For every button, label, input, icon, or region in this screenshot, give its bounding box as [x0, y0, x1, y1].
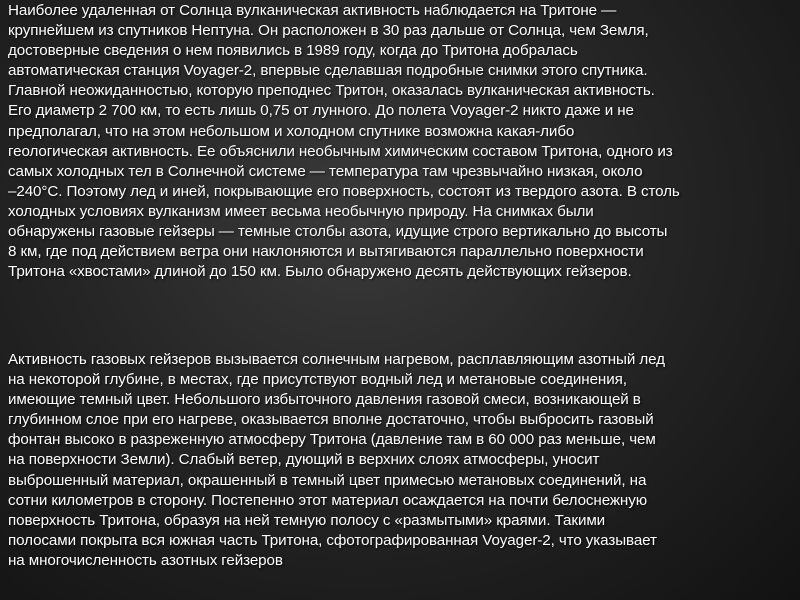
- paragraph-gas-geysers: Активность газовых гейзеров вызывается солнечным нагревом, расплавляющим азотный лед на некоторой глубине, в местах, где присутствуют водный лед и метановые соединения, имеющие темный цвет. Небольшого избыточного давления газовой смеси, возникающей в глубинном слое при его нагреве, оказывается вполне достаточно, чтобы выбросить газовый фонтан высоко в разреженную атмосферу Тритона (давление там в 60 000 раз меньше, чем на поверхности Земли). Слабый ветер, дующий в верхних слоях атмосферы, уносит выброшенный материал, окрашенный в темный цвет примесью метановых соединений, на сотни километров в сторону. Постепенно этот материал осаждается на почти белоснежную поверхность Тритона, образуя на ней темную полосу с «размытыми» краями. Такими полосами покрыта вся южная часть Тритона, сфотографированная Voyager-2, что указывает на многочисленность азотных гейзеров: [8, 351, 665, 569]
- paragraph-triton-volcanism: Наиболее удаленная от Солнца вулканическая активность наблюдается на Тритоне — крупнейшем из спутников Нептуна. Он расположен в 30 раз дальше от Солнца, чем Земля, достоверные сведения о нем появились в 1989 году, когда до Тритона добралась автоматическая станция Voyager-2, впервые сделавшая подробные снимки этого спутника. Главной неожиданностью, которую преподнес Тритон, оказалась вулканическая активность. Его диаметр 2 700 км, то есть лишь 0,75 от лунного. До полета Voyager-2 никто даже и не предполагал, что на этом небольшом и холодном спутнике возможна какая-либо геологическая активность. Ее объяснили необычным химическим составом Тритона, одного из самых холодных тел в Солнечной системе — температура там чрезвычайно низкая, около –240°С. Поэтому лед и иней, покрывающие его поверхность, состоят из твердого азота. В столь холодных условиях вулканизм имеет весьма необычную природу. На снимках были обнаружены газовые гейзеры — темные столбы азота, идущие строго вертикально до высоты 8 км, где под действием ветра они наклоняются и вытягиваются параллельно поверхности Тритона «хвостами» длиной до 150 км. Было обнаружено десять действующих гейзеров.: [8, 2, 680, 281]
